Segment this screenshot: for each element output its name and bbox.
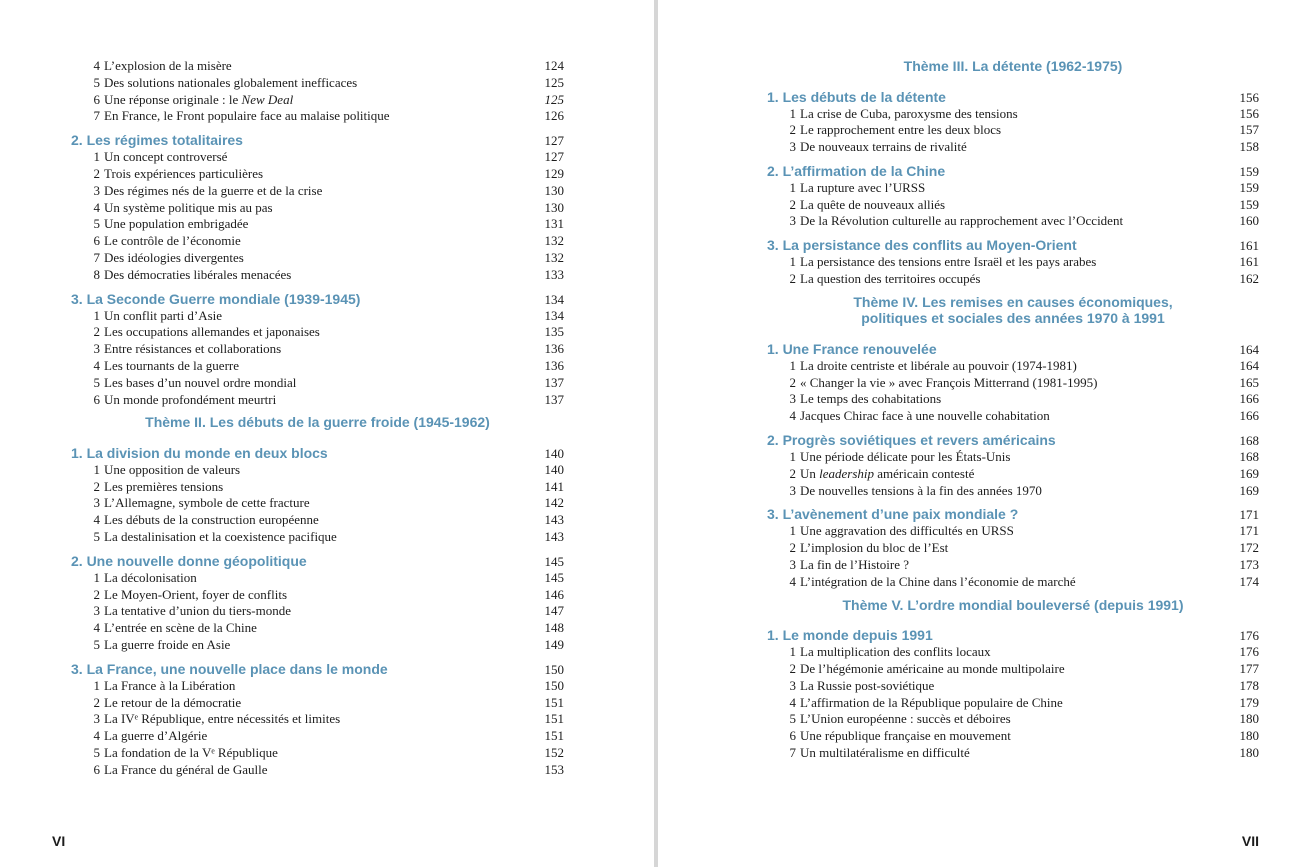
chapter-page-number: 134 <box>544 291 564 307</box>
theme-heading-line: politiques et sociales des années 1970 à 1991 <box>861 310 1165 327</box>
entry-number: 5 <box>789 711 796 727</box>
entry-page-number: 179 <box>1239 694 1259 710</box>
entry-title: De nouveaux terrains de rivalité <box>800 139 967 155</box>
chapter-heading <box>767 163 1259 180</box>
chapter-page-number: 159 <box>1239 163 1259 179</box>
entry-title: La persistance des tensions entre Israël et les pays arabes <box>800 254 1097 270</box>
chapter-heading <box>767 627 1259 644</box>
entry-page-number: 150 <box>544 677 564 693</box>
entry-page-number: 129 <box>544 165 564 181</box>
theme-heading-line: Thème IV. Les remises en causes économiques, <box>853 293 1173 310</box>
entry-title: Des idéologies divergentes <box>104 249 244 265</box>
chapter-title: 2. Une nouvelle donne géopolitique <box>71 552 307 569</box>
entry-page-number: 136 <box>544 341 564 357</box>
entry-title: La quête de nouveaux alliés <box>800 196 946 212</box>
entry-title: Un système politique mis au pas <box>104 199 273 215</box>
chapter-page-number: 171 <box>1239 507 1259 523</box>
chapter-title: 3. La France, une nouvelle place dans le monde <box>71 660 388 677</box>
theme-heading <box>767 58 1259 82</box>
italic-term: New Deal <box>241 91 294 107</box>
entry-page-number: 180 <box>1239 728 1259 744</box>
entry-title: La Russie post-soviétique <box>800 677 935 693</box>
toc-entry <box>71 267 564 284</box>
toc-entry <box>767 695 1259 712</box>
toc-entry <box>71 58 564 75</box>
toc-entry <box>767 180 1259 197</box>
theme-heading-line: Thème III. La détente (1962-1975) <box>903 58 1123 74</box>
toc-entry <box>71 216 564 233</box>
entry-page-number: 125 <box>544 91 564 107</box>
entry-title: Le contrôle de l’économie <box>104 233 241 249</box>
entry-title: Le Moyen-Orient, foyer de conflits <box>104 586 288 602</box>
entry-page-number: 130 <box>544 199 564 215</box>
chapter-page-number: 164 <box>1239 341 1259 357</box>
entry-title: Un multilatéralisme en difficulté <box>800 744 970 760</box>
entry-number: 1 <box>93 461 100 477</box>
table-of-contents-right <box>767 58 1259 762</box>
entry-number: 1 <box>789 254 796 270</box>
chapter-page-number: 145 <box>544 553 564 569</box>
entry-page-number: 166 <box>1239 391 1259 407</box>
entry-number: 2 <box>789 660 796 676</box>
entry-number: 7 <box>93 108 100 124</box>
entry-page-number: 159 <box>1239 196 1259 212</box>
entry-page-number: 160 <box>1239 213 1259 229</box>
entry-title: Les débuts de la construction européenne <box>104 512 319 528</box>
entry-title: Un conflit parti d’Asie <box>104 307 223 323</box>
entry-number: 4 <box>93 199 100 215</box>
entry-page-number: 178 <box>1239 677 1259 693</box>
entry-page-number: 149 <box>544 637 564 653</box>
toc-entry <box>767 728 1259 745</box>
entry-number: 2 <box>93 165 100 181</box>
toc-entry <box>71 183 564 200</box>
entry-page-number: 124 <box>544 58 564 73</box>
entry-page-number: 130 <box>544 182 564 198</box>
entry-page-number: 173 <box>1239 557 1259 573</box>
entry-page-number: 153 <box>544 761 564 777</box>
entry-number: 1 <box>789 523 796 539</box>
toc-entry <box>71 324 564 341</box>
toc-entry <box>767 745 1259 762</box>
chapter-title: 2. L’affirmation de la Chine <box>767 162 946 179</box>
entry-number: 2 <box>789 122 796 138</box>
entry-title: Les premières tensions <box>104 478 224 494</box>
entry-title: Une réponse originale : le New Deal <box>104 91 294 107</box>
entry-page-number: 133 <box>544 266 564 282</box>
toc-entry <box>71 200 564 217</box>
entry-number: 7 <box>789 744 796 760</box>
entry-page-number: 140 <box>544 461 564 477</box>
toc-entry <box>767 483 1259 500</box>
toc-entry <box>71 512 564 529</box>
toc-entry <box>767 408 1259 425</box>
entry-title: Des régimes nés de la guerre et de la crise <box>104 182 323 198</box>
entry-page-number: 151 <box>544 711 564 727</box>
entry-page-number: 172 <box>1239 540 1259 556</box>
entry-number: 4 <box>93 728 100 744</box>
theme-heading-line: Thème V. L’ordre mondial bouleversé (depuis 1991) <box>842 596 1184 613</box>
toc-entry <box>71 678 564 695</box>
entry-number: 3 <box>93 182 100 198</box>
toc-entry <box>71 358 564 375</box>
theme-heading-line: Thème II. Les débuts de la guerre froide (1945-1962) <box>145 414 490 431</box>
toc-entry <box>767 106 1259 123</box>
chapter-heading <box>71 445 564 462</box>
entry-title: Le rapprochement entre les deux blocs <box>800 122 1002 138</box>
entry-page-number: 169 <box>1239 465 1259 481</box>
entry-number: 4 <box>93 58 100 73</box>
entry-number: 3 <box>789 213 796 229</box>
entry-number: 3 <box>789 557 796 573</box>
entry-number: 2 <box>789 465 796 481</box>
entry-page-number: 162 <box>1239 271 1259 287</box>
right-page <box>658 0 1315 867</box>
entry-page-number: 127 <box>544 149 564 165</box>
toc-entry <box>71 570 564 587</box>
entry-title: Des démocraties libérales menacées <box>104 266 292 282</box>
entry-title: De nouvelles tensions à la fin des années 1970 <box>800 482 1042 498</box>
entry-page-number: 180 <box>1239 744 1259 760</box>
entry-number: 2 <box>93 478 100 494</box>
table-of-contents-left <box>71 58 564 779</box>
toc-entry <box>71 587 564 604</box>
entry-number: 3 <box>93 603 100 619</box>
entry-page-number: 151 <box>544 728 564 744</box>
chapter-page-number: 156 <box>1239 89 1259 105</box>
entry-title: Trois expériences particulières <box>104 165 264 181</box>
entry-page-number: 148 <box>544 620 564 636</box>
entry-page-number: 147 <box>544 603 564 619</box>
entry-number: 1 <box>789 644 796 660</box>
toc-entry <box>71 637 564 654</box>
toc-entry <box>71 392 564 409</box>
entry-number: 5 <box>93 216 100 232</box>
entry-number: 3 <box>789 391 796 407</box>
chapter-page-number: 150 <box>544 661 564 677</box>
chapter-page-number: 127 <box>544 133 564 149</box>
entry-number: 5 <box>93 745 100 760</box>
toc-entry <box>767 358 1259 375</box>
entry-number: 2 <box>93 586 100 602</box>
entry-page-number: 143 <box>544 529 564 545</box>
toc-entry <box>71 166 564 183</box>
toc-entry <box>71 479 564 496</box>
chapter-page-number: 168 <box>1239 433 1259 449</box>
entry-page-number: 146 <box>544 586 564 602</box>
entry-number: 6 <box>93 91 100 107</box>
toc-entry <box>767 711 1259 728</box>
entry-title: « Changer la vie » avec François Mitterrand (1981-1995) <box>800 374 1098 390</box>
entry-title: La France du général de Gaulle <box>104 761 268 777</box>
entry-number: 7 <box>93 249 100 265</box>
entry-number: 1 <box>93 677 100 693</box>
entry-page-number: 174 <box>1239 573 1259 589</box>
entry-page-number: 136 <box>544 357 564 373</box>
entry-number: 2 <box>93 324 100 340</box>
entry-title: Jacques Chirac face à une nouvelle cohabitation <box>800 408 1050 424</box>
entry-number: 1 <box>93 307 100 323</box>
entry-number: 3 <box>789 139 796 155</box>
entry-title: Le temps des cohabitations <box>800 391 942 407</box>
entry-number: 6 <box>789 728 796 744</box>
entry-title: Les occupations allemandes et japonaises <box>104 324 320 340</box>
entry-page-number: 137 <box>544 391 564 407</box>
toc-entry <box>767 574 1259 591</box>
entry-page-number: 159 <box>1239 179 1259 195</box>
chapter-page-number: 161 <box>1239 238 1259 254</box>
toc-entry <box>71 108 564 125</box>
entry-page-number: 165 <box>1239 374 1259 390</box>
toc-entry <box>71 695 564 712</box>
toc-entry <box>767 557 1259 574</box>
toc-entry <box>767 449 1259 466</box>
chapter-title: 1. Le monde depuis 1991 <box>767 627 933 644</box>
entry-title: La fin de l’Histoire ? <box>800 557 910 573</box>
chapter-heading <box>767 506 1259 523</box>
entry-number: 6 <box>93 391 100 407</box>
entry-title: Une période délicate pour les États-Unis <box>800 449 1011 465</box>
toc-entry <box>767 122 1259 139</box>
entry-number: 6 <box>93 761 100 777</box>
chapter-title: 1. Les débuts de la détente <box>767 88 946 105</box>
entry-number: 4 <box>93 620 100 636</box>
toc-entry <box>71 762 564 779</box>
chapter-title: 2. Progrès soviétiques et revers américains <box>767 432 1056 449</box>
italic-term: leadership <box>819 465 875 481</box>
entry-title: De l’hégémonie américaine au monde multipolaire <box>800 660 1065 676</box>
entry-page-number: 134 <box>544 307 564 323</box>
chapter-title: 3. La persistance des conflits au Moyen-Orient <box>767 237 1077 254</box>
chapter-heading <box>767 432 1259 449</box>
toc-entry <box>71 250 564 267</box>
toc-entry <box>767 197 1259 214</box>
entry-page-number: 145 <box>544 569 564 585</box>
entry-number: 5 <box>93 637 100 653</box>
entry-number: 5 <box>93 529 100 545</box>
entry-number: 3 <box>93 495 100 511</box>
entry-page-number: 164 <box>1239 357 1259 373</box>
toc-entry <box>71 620 564 637</box>
chapter-title: 1. La division du monde en deux blocs <box>71 444 328 461</box>
entry-number: 5 <box>93 74 100 90</box>
entry-title: Les bases d’un nouvel ordre mondial <box>104 374 297 390</box>
entry-title: Une opposition de valeurs <box>104 461 241 477</box>
entry-title: La guerre froide en Asie <box>104 637 231 653</box>
theme-heading <box>767 591 1259 621</box>
toc-entry <box>71 745 564 762</box>
toc-entry <box>767 644 1259 661</box>
theme-heading <box>71 408 564 438</box>
toc-entry <box>71 375 564 392</box>
toc-entry <box>767 661 1259 678</box>
toc-entry <box>767 678 1259 695</box>
entry-title: Le retour de la démocratie <box>104 694 242 710</box>
entry-number: 1 <box>93 149 100 165</box>
toc-entry <box>71 308 564 325</box>
entry-title: Entre résistances et collaborations <box>104 341 282 357</box>
entry-title: La guerre d’Algérie <box>104 728 208 744</box>
toc-entry <box>71 728 564 745</box>
toc-entry <box>767 523 1259 540</box>
entry-title: L’implosion du bloc de l’Est <box>800 540 949 556</box>
entry-page-number: 132 <box>544 233 564 249</box>
entry-page-number: 135 <box>544 324 564 340</box>
chapter-title: 2. Les régimes totalitaires <box>71 132 243 149</box>
theme-heading <box>767 288 1259 334</box>
chapter-heading <box>767 341 1259 358</box>
chapter-heading <box>767 237 1259 254</box>
entry-page-number: 151 <box>544 694 564 710</box>
entry-title: Une aggravation des difficultés en URSS <box>800 523 1014 539</box>
entry-title: La rupture avec l’URSS <box>800 179 926 195</box>
entry-title: L’affirmation de la République populaire de Chine <box>800 694 1063 710</box>
entry-number: 5 <box>93 374 100 390</box>
entry-number: 4 <box>789 694 796 710</box>
entry-page-number: 171 <box>1239 523 1259 539</box>
entry-title: La destalinisation et la coexistence pacifique <box>104 529 337 545</box>
entry-page-number: 126 <box>544 108 564 124</box>
entry-title: La droite centriste et libérale au pouvoir (1974-1981) <box>800 357 1077 373</box>
chapter-page-number: 140 <box>544 445 564 461</box>
entry-page-number: 131 <box>544 216 564 232</box>
entry-page-number: 157 <box>1239 122 1259 138</box>
entry-page-number: 156 <box>1239 105 1259 121</box>
toc-entry <box>767 271 1259 288</box>
entry-number: 3 <box>789 482 796 498</box>
page-folio-left: VI <box>52 833 66 849</box>
chapter-heading <box>71 553 564 570</box>
chapter-heading <box>71 132 564 149</box>
toc-entry <box>767 391 1259 408</box>
entry-page-number: 166 <box>1239 408 1259 424</box>
entry-page-number: 176 <box>1239 644 1259 660</box>
entry-number: 1 <box>789 357 796 373</box>
toc-entry <box>71 462 564 479</box>
entry-number: 2 <box>789 271 796 287</box>
entry-number: 4 <box>789 408 796 424</box>
toc-entry <box>71 75 564 92</box>
chapter-title: 3. L’avènement d’une paix mondiale ? <box>767 506 1019 523</box>
toc-entry <box>71 341 564 358</box>
entry-title: L’explosion de la misère <box>104 58 232 73</box>
toc-entry <box>767 139 1259 156</box>
toc-entry <box>767 213 1259 230</box>
toc-entry <box>71 603 564 620</box>
chapter-heading <box>71 291 564 308</box>
entry-number: 3 <box>789 677 796 693</box>
chapter-page-number: 176 <box>1239 628 1259 644</box>
entry-page-number: 141 <box>544 478 564 494</box>
entry-title: Les tournants de la guerre <box>104 357 240 373</box>
entry-title: La décolonisation <box>104 569 197 585</box>
toc-entry <box>71 92 564 109</box>
entry-title: L’Allemagne, symbole de cette fracture <box>104 495 310 511</box>
left-page <box>0 0 654 867</box>
toc-entry <box>71 711 564 728</box>
toc-entry <box>767 254 1259 271</box>
entry-title: De la Révolution culturelle au rapprochement avec l’Occident <box>800 213 1124 229</box>
entry-title: Un concept controversé <box>104 149 228 165</box>
entry-number: 4 <box>789 573 796 589</box>
entry-page-number: 143 <box>544 512 564 528</box>
entry-page-number: 168 <box>1239 449 1259 465</box>
entry-number: 4 <box>93 357 100 373</box>
entry-title: L’entrée en scène de la Chine <box>104 620 257 636</box>
entry-number: 2 <box>789 540 796 556</box>
entry-title: La crise de Cuba, paroxysme des tensions <box>800 105 1018 121</box>
entry-number: 2 <box>789 374 796 390</box>
entry-title: La fondation de la Vᵉ République <box>104 745 278 760</box>
toc-entry <box>71 495 564 512</box>
toc-entry <box>71 149 564 166</box>
entry-title: La France à la Libération <box>104 677 236 693</box>
entry-page-number: 142 <box>544 495 564 511</box>
entry-title: La tentative d’union du tiers-monde <box>104 603 292 619</box>
entry-number: 3 <box>93 711 100 727</box>
toc-entry <box>767 466 1259 483</box>
chapter-heading <box>767 89 1259 106</box>
toc-entry <box>767 540 1259 557</box>
entry-title: Une population embrigadée <box>104 216 249 232</box>
entry-title: L’intégration de la Chine dans l’économie de marché <box>800 573 1076 589</box>
entry-title: Un monde profondément meurtri <box>104 391 277 407</box>
entry-page-number: 177 <box>1239 660 1259 676</box>
toc-entry <box>767 375 1259 392</box>
toc-entry <box>71 529 564 546</box>
entry-number: 1 <box>789 449 796 465</box>
entry-page-number: 180 <box>1239 711 1259 727</box>
entry-title: Une république française en mouvement <box>800 728 1011 744</box>
entry-title: La question des territoires occupés <box>800 271 981 287</box>
entry-title: Des solutions nationales globalement inefficaces <box>104 74 358 90</box>
entry-number: 2 <box>789 196 796 212</box>
entry-number: 1 <box>789 179 796 195</box>
entry-title: En France, le Front populaire face au malaise politique <box>104 108 390 124</box>
entry-number: 1 <box>789 105 796 121</box>
entry-number: 2 <box>93 694 100 710</box>
chapter-heading <box>71 661 564 678</box>
entry-number: 3 <box>93 341 100 357</box>
entry-number: 1 <box>93 569 100 585</box>
chapter-title: 3. La Seconde Guerre mondiale (1939-1945) <box>71 290 361 307</box>
entry-number: 6 <box>93 233 100 249</box>
entry-page-number: 125 <box>544 74 564 90</box>
toc-entry <box>71 233 564 250</box>
entry-title: La multiplication des conflits locaux <box>800 644 991 660</box>
entry-number: 4 <box>93 512 100 528</box>
chapter-title: 1. Une France renouvelée <box>767 340 937 357</box>
entry-title: La IVᵉ République, entre nécessités et limites <box>104 711 341 727</box>
entry-page-number: 132 <box>544 249 564 265</box>
entry-page-number: 152 <box>544 745 564 760</box>
entry-page-number: 169 <box>1239 482 1259 498</box>
entry-page-number: 161 <box>1239 254 1259 270</box>
entry-title: Un leadership américain contesté <box>800 465 975 481</box>
entry-number: 8 <box>93 266 100 282</box>
entry-page-number: 158 <box>1239 139 1259 155</box>
entry-title: L’Union européenne : succès et déboires <box>800 711 1011 727</box>
page-folio-right: VII <box>1241 833 1259 849</box>
entry-page-number: 137 <box>544 374 564 390</box>
